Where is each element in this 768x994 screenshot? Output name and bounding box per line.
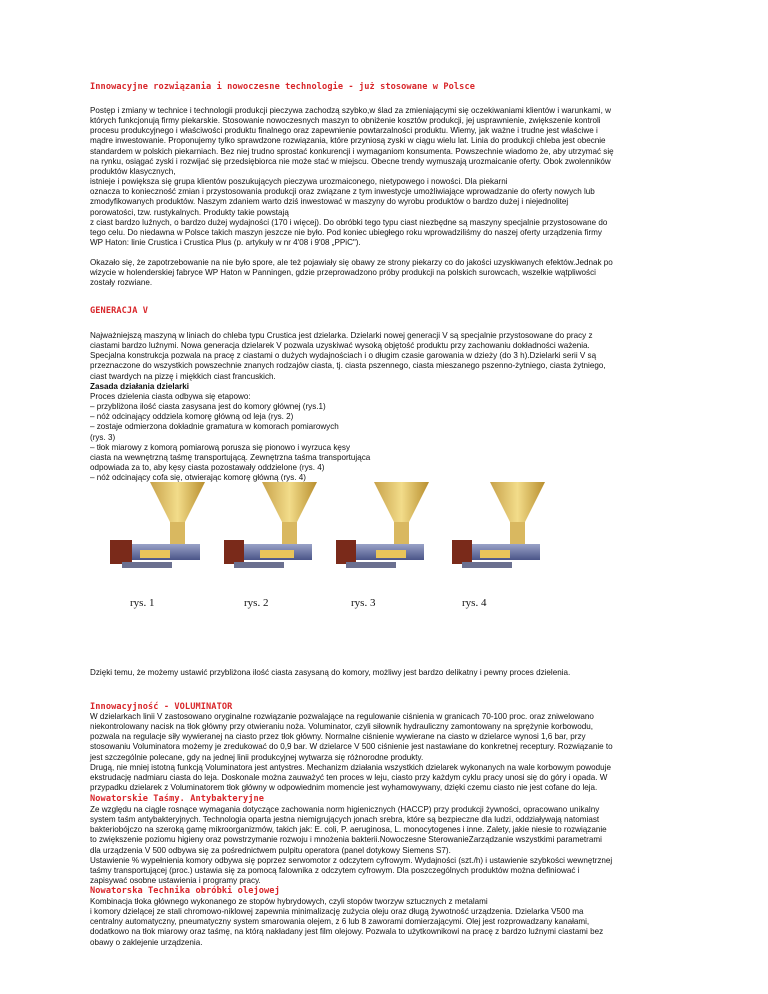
paragraph-after-figure: Dzięki temu, że możemy ustawić przybliżona ilość ciasta zasysaną do komory, możliwy jest bardzo delikatny i pewny proces dzielenia. bbox=[90, 668, 571, 677]
stage-1-machine-icon bbox=[110, 482, 205, 568]
heading-innovations: Innowacyjne rozwiązania i nowoczesne technologie - już stosowane w Polsce bbox=[90, 82, 475, 92]
divider-stages-figure bbox=[100, 482, 560, 617]
paragraph-voluminator: W dzielarkach linii V zastosowano oryginalne rozwiązanie pozwalające na regulowanie ciśnienia w granicach 70-100 proc. oraz zniwelowano niekontrolowany nacisk na tłok główny przy otwieraniu noża. Voluminator, czyli siłownik hydrauliczny zamontowany na sprężynie korbowodu, pozwala na regulacje siły wywieranej na ciasto przez tłok główny. Normalne ciśnienie wywierane na ciasto w dzielarce wynosi 1,6 bar, przy stosowaniu Voluminatora możemy je zredukować do 0,9 bar. W dzielarce V 500 ciśnienie jest nastawiane do konkretnej receptury. Rozwiązanie to jest szczególnie polecane, gdy na jednej linii produkcyjnej wytwarza się różnorodne produkty. Drugą, nie mniej istotną funkcją Voluminatora jest antystres. Mechanizm działania wszystkich dzielarek wykonanych na wale korbowym powoduje ekstrudację nadmiaru ciasta do leja. Doskonale można zauważyć ten proces w leju, ciasto przy każdym cyklu pracy unosi się do góry i opada. W przypadku dzielarek z Voluminatorem tłok główny w odpowiednim momencie jest wyhamowywany, dzięki czemu ciasto nie jest cofane do leja. bbox=[90, 712, 613, 793]
subheading-divider-principle: Zasada działania dzielarki bbox=[90, 381, 189, 391]
heading-generation-v: GENERACJA V bbox=[90, 306, 149, 316]
paragraph-oil: Kombinacja tłoka głównego wykonanego ze stopów hybrydowych, czyli stopów tworzyw sztucznych z metalami i komory dzielącej ze stali chromowo-niklowej zapewnia minimalizację zużycia oleju oraz długą żywotność urządzenia. Dzielarka V500 ma centralny automatyczny, pneumatyczny system smarowania olejem, z 6 lub 8 zaworami domierzającymi. Olej jest rozprowadzany kanałami, dodatkowo na tłok miarowy oraz taśmę, na którą nakładany jest film olejowy. Pozwala to użytkownikowi na pracę z bardzo luźnymi ciastami bez obawy o zaklejenie urządzenia. bbox=[90, 897, 604, 947]
stage-3-machine-icon bbox=[336, 482, 429, 568]
heading-antibacterial-belts: Nowatorskie Taśmy. Antybakteryjne bbox=[90, 794, 265, 804]
heading-voluminator: Innowacyjność - VOLUMINATOR bbox=[90, 702, 233, 712]
figure-label-1: rys. 1 bbox=[130, 597, 155, 609]
figure-label-4: rys. 4 bbox=[462, 597, 487, 609]
heading-oil-technique: Nowatorska Technika obróbki olejowej bbox=[90, 886, 280, 896]
stage-4-machine-icon bbox=[452, 482, 545, 568]
figure-label-2: rys. 2 bbox=[244, 597, 269, 609]
paragraph-divider: Najważniejszą maszyną w liniach do chleba typu Crustica jest dzielarka. Dzielarki nowej generacji V są specjalnie przystosowane do pracy z ciastami bardzo luźnymi. Nowa generacja dzielarek V pozwala uzyskiwać wysoką objętość produktu przy zachowaniu dokładności ważenia. Specjalna konstrukcja pozwala na pracę z ciastami o dużych wydajnościach i o długim czasie garowania w dzieży (do 3 h).Dzielarki serii V są przeznaczone do wszystkich powszechnie znanych rodzajów ciasta, tj. ciasta pszennego, ciasta mieszanego pszenno-żytniego, ciasta żytniego, ciast twardych na pizzę i miękkich ciast francuskich. Zasada działania dzielarki Proces dzielenia ciasta odbywa się etapowo: – przybliżona ilość ciasta zasysana jest do komory głównej (rys.1) – nóż odcinający oddziela komorę główną od leja (rys. 2) – zostaje odmierzona dokładnie gramatura w komorach pomiarowych (rys. 3) – tłok miarowy z komorą pomiarową porusza się pionowo i wyrzuca kęsy ciasta na wewnętrzną taśmę transportującą. Zewnętrzna taśma transportująca odpowiada za to, aby kęsy ciasta pozostawały oddzielone (rys. 4) – nóż odcinający cofa się, otwierając komorę główną (rys. 4) bbox=[90, 331, 606, 483]
figure-label-3: rys. 3 bbox=[351, 597, 376, 609]
stage-2-machine-icon bbox=[224, 482, 317, 568]
paragraph-intro: Postęp i zmiany w technice i technologii produkcji pieczywa zachodzą szybko,w ślad za zmieniającymi się oczekiwaniami klientów i warunkami, w których funkcjonują firmy piekarskie. Stosowanie nowoczesnych maszyn to obniżenie kosztów produkcji, jej usprawnienie, zwiększenie kontroli procesu produkcyjnego i właściwości produktu finalnego oraz zapewnienie powtarzalności produktu. Wiemy, jak ważne i trudne jest właściwe i mądre inwestowanie. Proponujemy tylko sprawdzone rozwiązania, które przyniosą zyski w ciągu wielu lat. Linia do produkcji chleba jest obecnie standardem w polskich piekarniach. Bez niej trudno sprostać konkurencji i wymaganiom konsumenta. Powszechnie wiadomo że, aby utrzymać się na rynku, osiągać zyski i rozwijać się przedsiębiorca nie może stać w miejscu. Obecne trendy wymuszają urozmaicanie oferty. Obok zwolenników produktów klasycznych, istnieje i powiększa się grupa klientów poszukujących pieczywa urozmaiconego, nietypowego i nowości. Dla piekarni oznacza to konieczność zmian i przystosowania produkcji oraz związane z tym inwestycje umożliwiające wprowadzanie do oferty nowych lub zmodyfikowanych produktów. Naszym zdaniem warto dziś inwestować w maszyny do wyrobu produktów o bardzo dużej i niejednolitej porowatości, tzw. rustykalnych. Produkty takie powstają z ciast bardzo luźnych, o bardzo dużej wydajności (170 i więcej). Do obróbki tego typu ciast niezbędne są maszyny specjalnie przystosowane do tego celu. Do niedawna w Polsce takich maszyn jeszcze nie było. Pod koniec ubiegłego roku wprowadziliśmy do naszej oferty urządzenia firmy WP Haton: linie Crustica i Crustica Plus (p. artykuły w nr 4'08 i 9'08 „PPiC"). bbox=[90, 106, 614, 248]
paragraph-concerns: Okazało się, że zapotrzebowanie na nie było spore, ale też pojawiały się obawy ze strony piekarzy co do jakości uzyskiwanych efektów.Jednak po wizycie w holenderskiej fabryce WP Haton w Panningen, gdzie przeprowadzono próby produkcji na polskich surowcach, wszelkie wątpliwości zostały rozwiane. bbox=[90, 258, 613, 288]
paragraph-antibacterial: Ze względu na ciągle rosnące wymagania dotyczące zachowania norm higienicznych (HACCP) przy produkcji żywności, opracowano unikalny system taśm antybakteryjnych. Technologia oparta jestna niemigrujących jonach srebra, które są bezpieczne dla ludzi, oddziaływają natomiast bakteriobójczo na szeroką gamę mikroorganizmów, takich jak: E. coli, P. aeruginosa, L. monocytogenes i inne. Zalety, jakie niesie to rozwiązanie to zwiększenie poziomu higieny oraz powstrzymanie rozwoju i mnożenia bakterii.Nowoczesne SterowanieZarządzanie wszystkimi parametrami dla urządzenia V 500 odbywa się za pośrednictwem pulpitu operatora (panel dotykowy Siemens S7). Ustawienie % wypełnienia komory odbywa się poprzez serwomotor z odczytem cyfrowym. Wydajności (szt./h) i ustawienie szybkości wewnętrznej taśmy transportującej (proc.) ustawia się za pomocą falownika z odczytem cyfrowym. Dla poszczególnych produktów można definiować i zapisywać osobne ustawienia i programy pracy. bbox=[90, 805, 613, 886]
